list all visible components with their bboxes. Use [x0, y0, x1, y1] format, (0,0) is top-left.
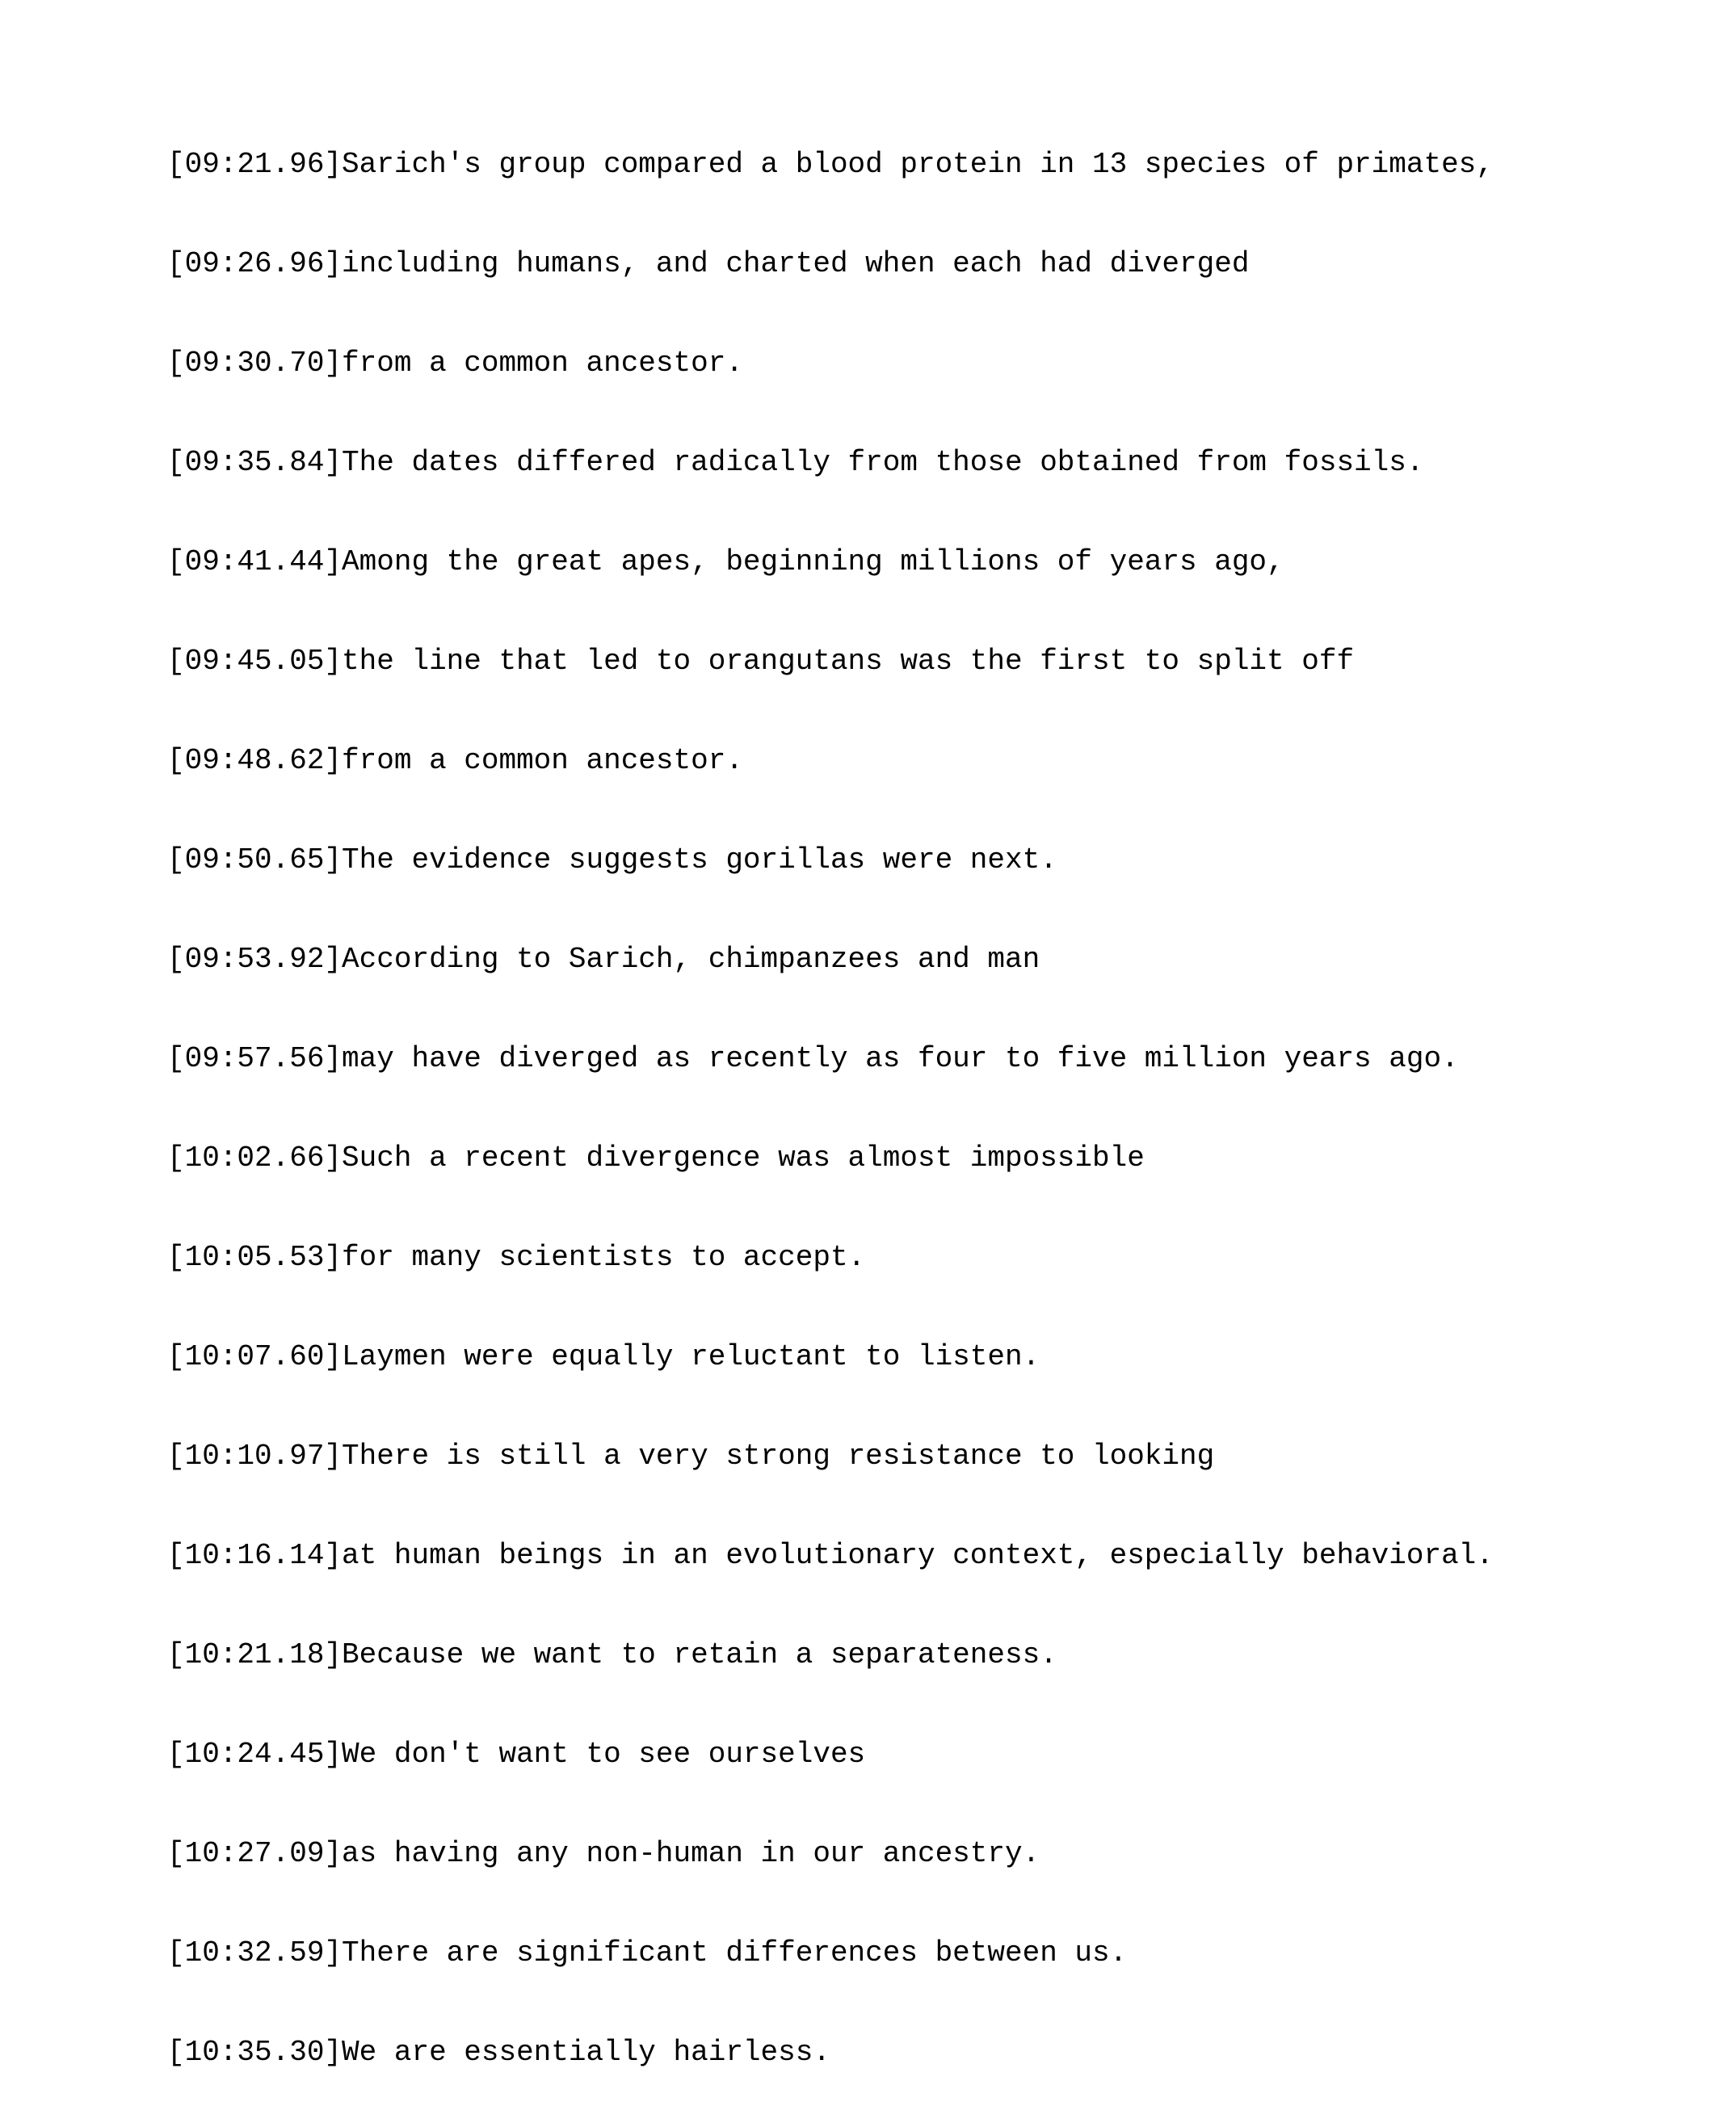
transcript-line [167, 1241, 1494, 1274]
timestamp: [09:57.56] [167, 1042, 343, 1075]
timestamp: [09:48.62] [167, 744, 343, 777]
timestamp: [09:50.65] [167, 843, 343, 877]
timestamp: [09:35.84] [167, 446, 343, 479]
line-text: The dates differed radically from those obtained from fossils. [342, 446, 1424, 479]
transcript-line [167, 1936, 1494, 1970]
transcript-line [167, 1042, 1494, 1075]
transcript-line [167, 843, 1494, 877]
timestamp: [09:41.44] [167, 545, 343, 578]
transcript-line [167, 148, 1494, 181]
timestamp: [09:45.05] [167, 645, 343, 678]
transcript-lines [167, 82, 1494, 2102]
line-text: may have diverged as recently as four to five million years ago. [342, 1042, 1459, 1075]
timestamp: [10:16.14] [167, 1539, 343, 1572]
timestamp: [10:02.66] [167, 1141, 343, 1175]
timestamp: [10:27.09] [167, 1837, 343, 1870]
transcript-line [167, 1539, 1494, 1572]
transcript-line [167, 645, 1494, 678]
line-text: as having any non-human in our ancestry. [342, 1837, 1040, 1870]
line-text: Because we want to retain a separateness. [342, 1638, 1057, 1671]
line-text: We are essentially hairless. [342, 2036, 830, 2069]
transcript-line [167, 1141, 1494, 1175]
line-text: There are significant differences between us. [342, 1936, 1128, 1970]
timestamp: [10:07.60] [167, 1340, 343, 1373]
transcript-line [167, 446, 1494, 479]
line-text: Among the great apes, beginning millions of years ago, [342, 545, 1284, 578]
line-text: Such a recent divergence was almost impossible [342, 1141, 1145, 1175]
timestamp: [10:10.97] [167, 1440, 343, 1473]
timestamp: [09:30.70] [167, 347, 343, 380]
timestamp: [10:24.45] [167, 1738, 343, 1771]
line-text: from a common ancestor. [342, 744, 743, 777]
transcript-line [167, 1340, 1494, 1373]
transcript-line [167, 943, 1494, 976]
transcript-line [167, 1738, 1494, 1771]
transcript-line [167, 545, 1494, 578]
timestamp: [10:32.59] [167, 1936, 343, 1970]
transcript-line [167, 247, 1494, 280]
line-text: including humans, and charted when each had diverged [342, 247, 1250, 280]
transcript-line [167, 347, 1494, 380]
transcript-line [167, 1638, 1494, 1671]
transcript-line [167, 1837, 1494, 1870]
line-text: We don't want to see ourselves [342, 1738, 866, 1771]
timestamp: [09:21.96] [167, 148, 343, 181]
line-text: Sarich's group compared a blood protein in 13 species of primates, [342, 148, 1494, 181]
timestamp: [10:21.18] [167, 1638, 343, 1671]
timestamp: [10:05.53] [167, 1241, 343, 1274]
line-text: the line that led to orangutans was the first to split off [342, 645, 1355, 678]
transcript-line [167, 1440, 1494, 1473]
line-text: from a common ancestor. [342, 347, 743, 380]
line-text: at human beings in an evolutionary context, especially behavioral. [342, 1539, 1494, 1572]
line-text: for many scientists to accept. [342, 1241, 866, 1274]
line-text: The evidence suggests gorillas were next. [342, 843, 1057, 877]
line-text: There is still a very strong resistance to looking [342, 1440, 1215, 1473]
line-text: Laymen were equally reluctant to listen. [342, 1340, 1040, 1373]
transcript-line [167, 2036, 1494, 2069]
timestamp: [09:26.96] [167, 247, 343, 280]
transcript-line [167, 744, 1494, 777]
line-text: According to Sarich, chimpanzees and man [342, 943, 1040, 976]
timestamp: [09:53.92] [167, 943, 343, 976]
timestamp: [10:35.30] [167, 2036, 343, 2069]
